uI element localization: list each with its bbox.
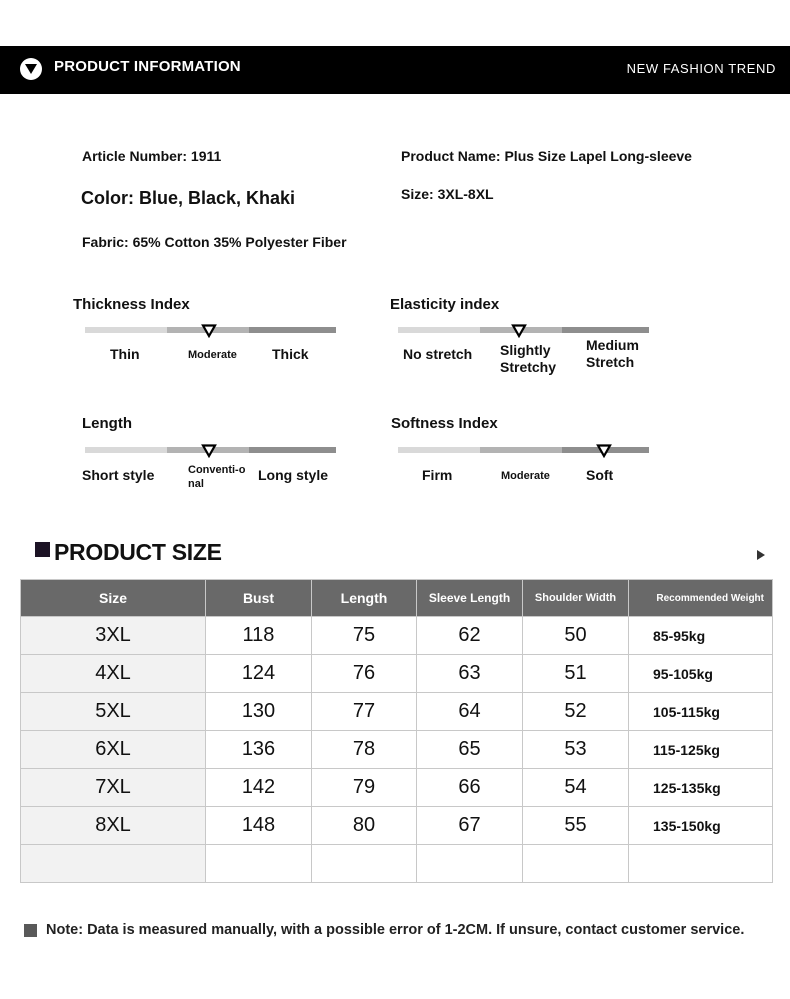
table-cell: 75: [312, 617, 417, 655]
size-table: [20, 579, 773, 883]
table-cell: 52: [523, 693, 629, 731]
selected-marker-icon: [201, 444, 217, 458]
table-row: [21, 655, 773, 693]
table-cell: 136: [206, 731, 312, 769]
length-index-title: Length: [82, 415, 132, 432]
table-cell: 66: [417, 769, 523, 807]
product-name: Product Name: Plus Size Lapel Long-sleeve: [401, 148, 692, 164]
elasticity-label-slightly-stretchy: Slightly Stretchy: [500, 342, 557, 375]
article-number: Article Number: 1911: [82, 148, 222, 164]
table-cell: 78: [312, 731, 417, 769]
column-header: Shoulder Width: [523, 580, 629, 617]
weight-cell: 85-95kg: [629, 617, 773, 655]
chevron-down-circle-icon: [20, 58, 42, 80]
table-cell: 148: [206, 807, 312, 845]
table-row: [21, 731, 773, 769]
table-row: [21, 693, 773, 731]
weight-cell: 95-105kg: [629, 655, 773, 693]
table-cell: 130: [206, 693, 312, 731]
table-cell: 51: [523, 655, 629, 693]
length-label-short: Short style: [82, 467, 155, 483]
header-title: PRODUCT INFORMATION: [54, 58, 241, 75]
table-cell: 63: [417, 655, 523, 693]
table-cell: 67: [417, 807, 523, 845]
scale-segment: [249, 327, 336, 333]
table-cell: 118: [206, 617, 312, 655]
column-header: Recommended Weight: [629, 580, 773, 617]
size-cell: 3XL: [21, 617, 206, 655]
table-row: [21, 807, 773, 845]
table-cell: [206, 845, 312, 883]
scale-segment: [562, 327, 649, 333]
table-cell: [417, 845, 523, 883]
scale-segment: [398, 447, 480, 453]
color-info: Color: Blue, Black, Khaki: [81, 188, 296, 208]
thickness-label-thin: Thin: [110, 346, 140, 362]
table-cell: [312, 845, 417, 883]
measurement-note: Note: Data is measured manually, with a possible error of 1-2CM. If unsure, contact customer service.: [46, 922, 745, 938]
length-label-long: Long style: [258, 467, 329, 483]
column-header: Size: [21, 580, 206, 617]
size-cell: 5XL: [21, 693, 206, 731]
arrow-right-icon: [757, 550, 765, 560]
weight-cell: [629, 845, 773, 883]
length-label-conventional: Conventi-onal: [188, 464, 246, 490]
column-header: Length: [312, 580, 417, 617]
size-cell: 7XL: [21, 769, 206, 807]
softness-label-soft: Soft: [586, 467, 614, 483]
table-cell: [523, 845, 629, 883]
scale-segment: [480, 447, 562, 453]
thickness-label-thick: Thick: [272, 346, 309, 362]
table-cell: 79: [312, 769, 417, 807]
table-row: [21, 769, 773, 807]
weight-cell: 105-115kg: [629, 693, 773, 731]
table-row: [21, 617, 773, 655]
softness-label-firm: Firm: [422, 467, 453, 483]
product-info-header: [0, 46, 790, 94]
table-cell: 62: [417, 617, 523, 655]
fabric-info: Fabric: 65% Cotton 35% Polyester Fiber: [82, 234, 347, 250]
size-cell: 6XL: [21, 731, 206, 769]
size-cell: 8XL: [21, 807, 206, 845]
weight-cell: 125-135kg: [629, 769, 773, 807]
softness-index-title: Softness Index: [391, 415, 498, 432]
table-cell: 53: [523, 731, 629, 769]
table-cell: 64: [417, 693, 523, 731]
size-info: Size: 3XL-8XL: [401, 186, 494, 202]
thickness-label-moderate: Moderate: [188, 349, 237, 361]
section-square-icon: [35, 542, 50, 557]
column-header: Bust: [206, 580, 312, 617]
weight-cell: 115-125kg: [629, 731, 773, 769]
size-cell: 4XL: [21, 655, 206, 693]
elasticity-label-medium-stretch: Medium Stretch: [586, 337, 639, 370]
elasticity-label-no-stretch: No stretch: [403, 346, 473, 362]
weight-cell: 135-150kg: [629, 807, 773, 845]
scale-segment: [398, 327, 480, 333]
selected-marker-icon: [596, 444, 612, 458]
scale-segment: [85, 447, 167, 453]
table-cell: 80: [312, 807, 417, 845]
size-cell: [21, 845, 206, 883]
table-cell: 76: [312, 655, 417, 693]
table-cell: 124: [206, 655, 312, 693]
table-cell: 55: [523, 807, 629, 845]
note-square-icon: [24, 924, 37, 937]
product-size-title: PRODUCT SIZE: [54, 539, 222, 565]
table-cell: 77: [312, 693, 417, 731]
column-header: Sleeve Length: [417, 580, 523, 617]
selected-marker-icon: [201, 324, 217, 338]
table-cell: 142: [206, 769, 312, 807]
table-header-row: [21, 580, 773, 617]
table-row: [21, 845, 773, 883]
softness-label-moderate: Moderate: [501, 470, 550, 482]
scale-segment: [85, 327, 167, 333]
thickness-index-title: Thickness Index: [73, 296, 190, 313]
table-cell: 54: [523, 769, 629, 807]
elasticity-index-title: Elasticity index: [390, 296, 500, 313]
table-cell: 65: [417, 731, 523, 769]
table-cell: 50: [523, 617, 629, 655]
selected-marker-icon: [511, 324, 527, 338]
header-tagline: NEW FASHION TREND: [626, 61, 776, 76]
scale-segment: [249, 447, 336, 453]
